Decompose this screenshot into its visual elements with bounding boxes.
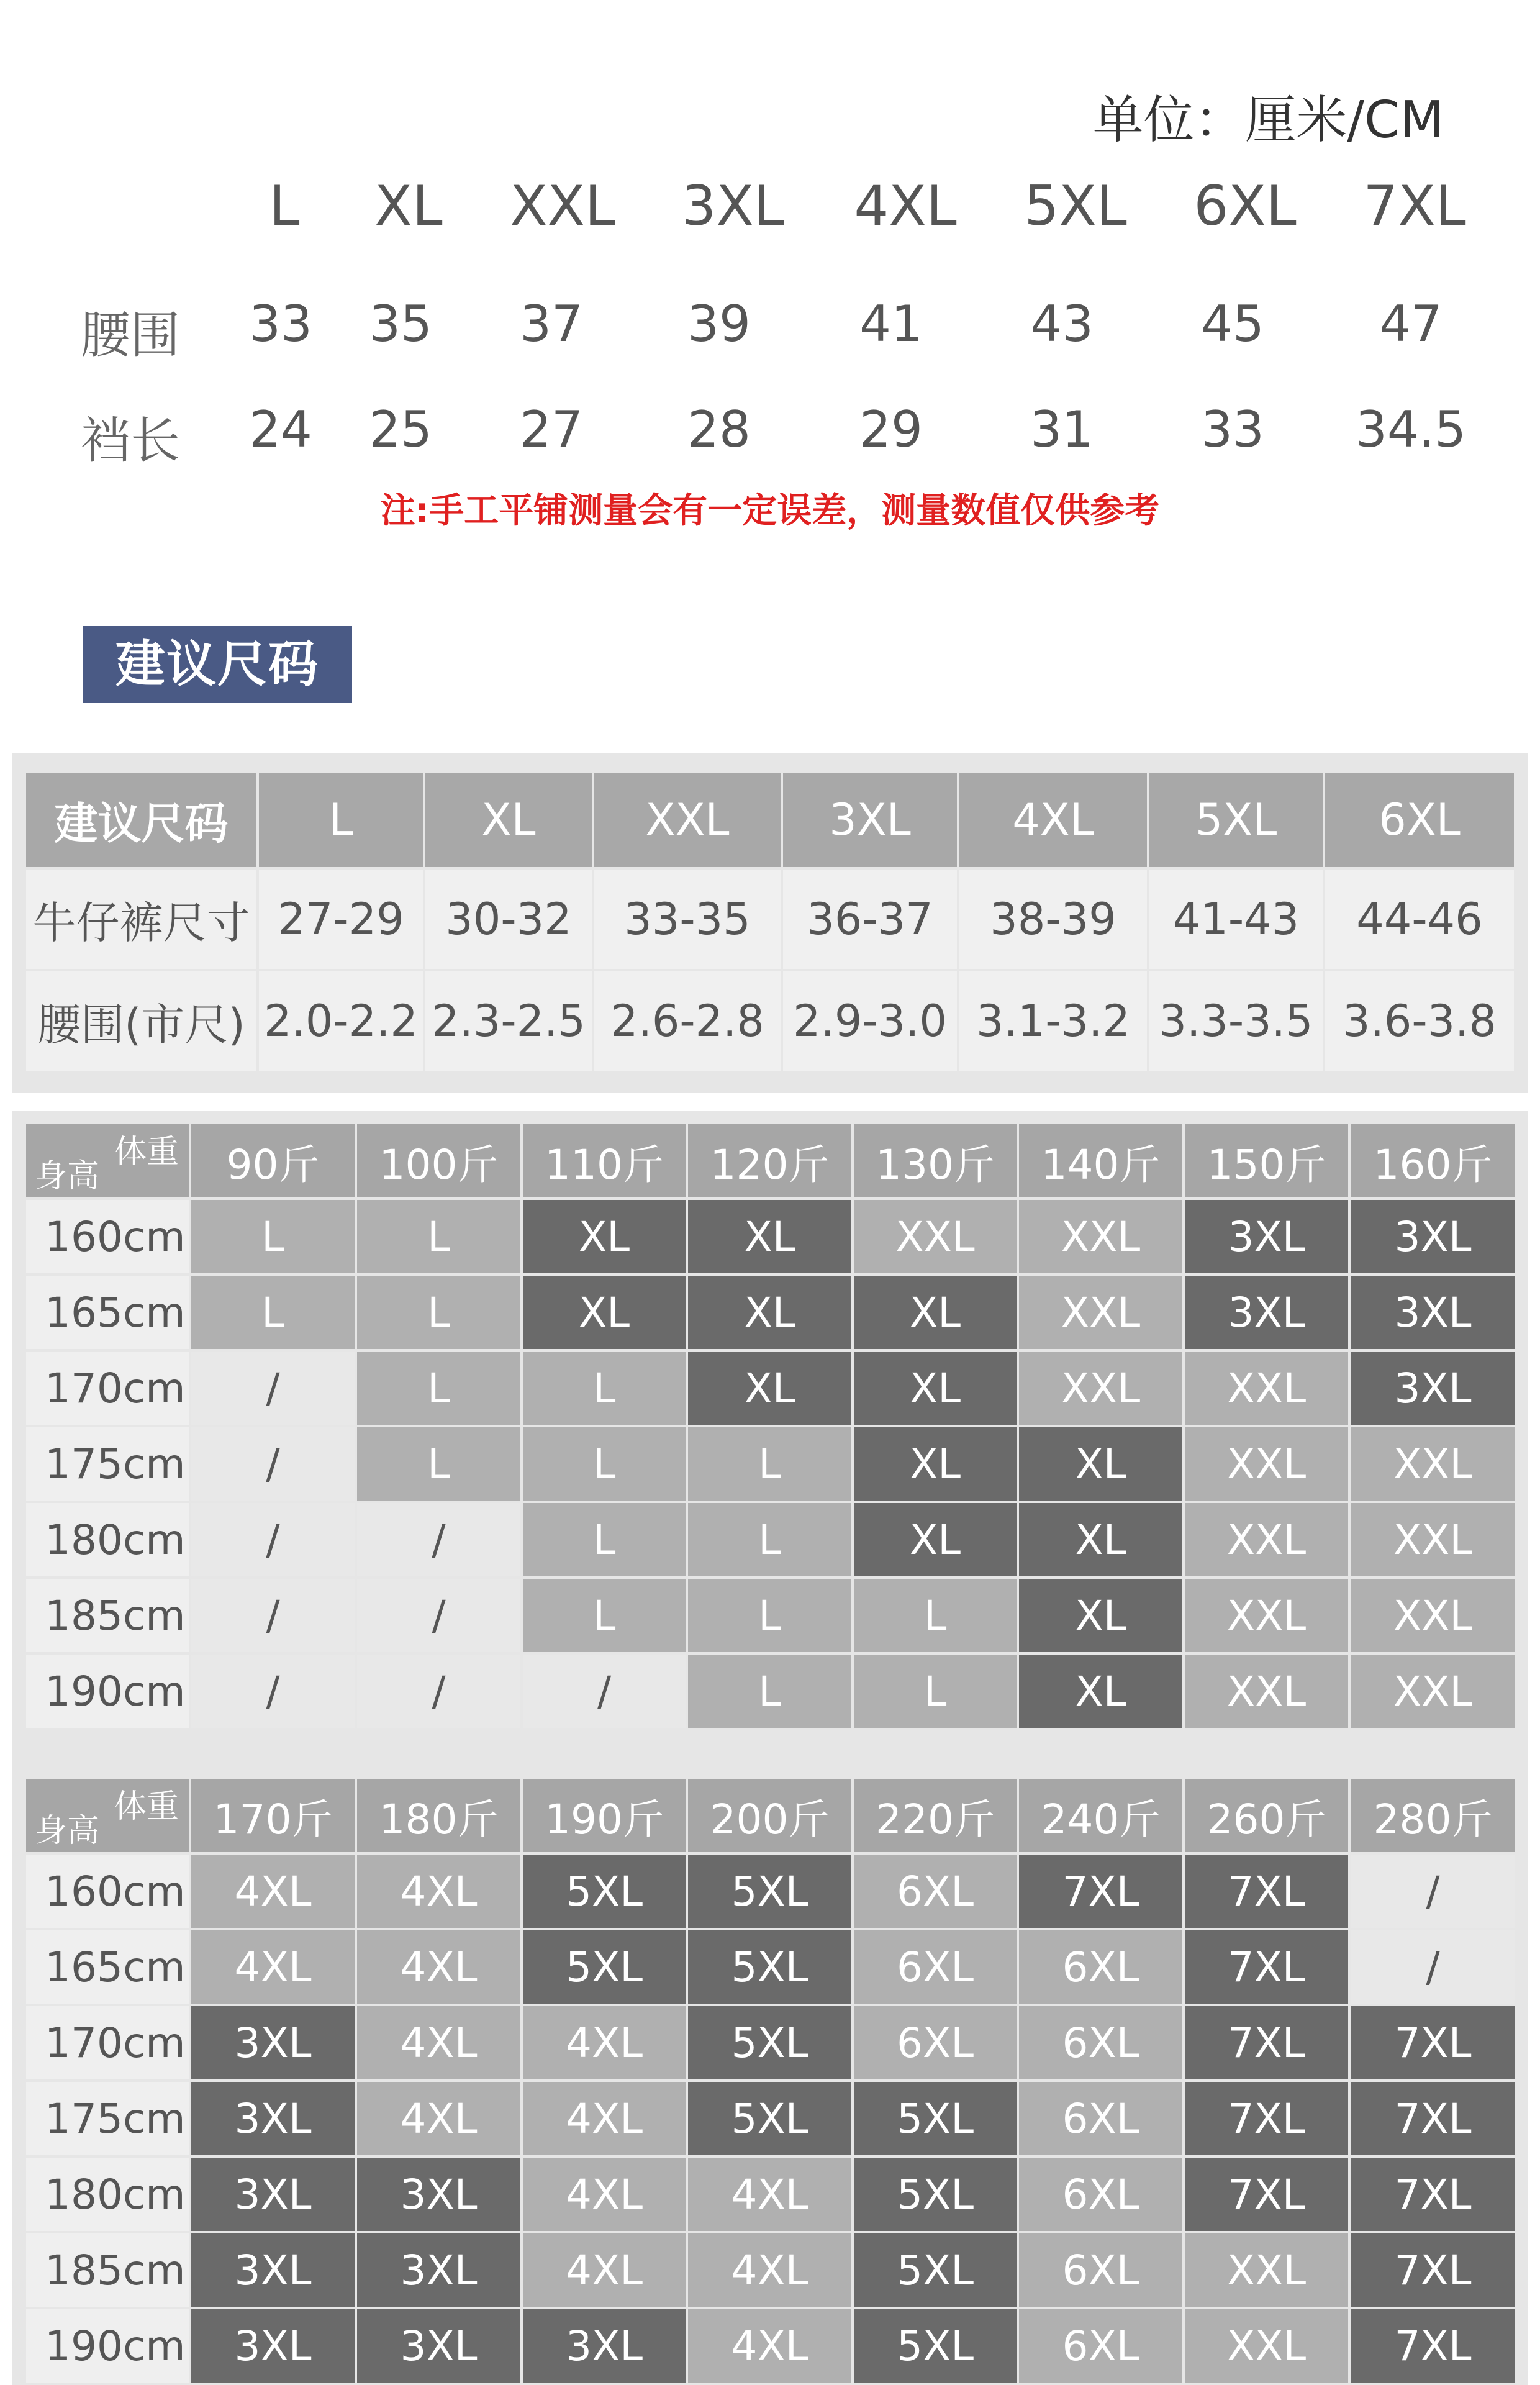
measure-size-header: XL bbox=[374, 174, 443, 238]
size-cell: 7XL bbox=[1349, 2156, 1516, 2232]
size-cell: / bbox=[522, 1653, 687, 1729]
size-cell: 3XL bbox=[190, 2308, 356, 2384]
recommend-cell: 41-43 bbox=[1148, 868, 1324, 970]
height-label: 190cm bbox=[25, 1653, 190, 1729]
recommend-cell: 33-35 bbox=[593, 868, 782, 970]
size-cell: XL bbox=[1018, 1653, 1184, 1729]
height-label: 165cm bbox=[25, 1929, 190, 2005]
size-cell: 5XL bbox=[687, 2081, 853, 2156]
size-cell: 5XL bbox=[522, 1929, 687, 2005]
corner-weight-label: 体重 bbox=[114, 1788, 179, 1825]
size-cell: 4XL bbox=[522, 2081, 687, 2156]
measure-value: 34.5 bbox=[1355, 401, 1467, 458]
size-cell: 5XL bbox=[853, 2232, 1018, 2308]
corner-height-label: 身高 bbox=[35, 1158, 100, 1195]
recommend-size-header: 3XL bbox=[782, 771, 958, 868]
size-cell: XXL bbox=[1184, 2308, 1349, 2384]
size-cell: L bbox=[356, 1199, 522, 1274]
size-cell: 6XL bbox=[1018, 2308, 1184, 2384]
weight-header: 140斤 bbox=[1018, 1123, 1184, 1199]
size-cell: XL bbox=[853, 1350, 1018, 1426]
weight-height-table-2 bbox=[24, 1776, 1518, 2385]
measure-value: 27 bbox=[520, 401, 583, 458]
measure-size-header: 4XL bbox=[854, 174, 957, 238]
size-cell: L bbox=[687, 1578, 853, 1653]
size-cell: 3XL bbox=[1349, 1350, 1516, 1426]
size-cell: 6XL bbox=[1018, 2081, 1184, 2156]
size-cell: XL bbox=[1018, 1426, 1184, 1502]
size-cell: 3XL bbox=[190, 2081, 356, 2156]
size-cell: XL bbox=[522, 1274, 687, 1350]
corner-header bbox=[25, 1123, 190, 1199]
size-cell: 5XL bbox=[687, 2005, 853, 2081]
size-cell: 4XL bbox=[356, 1853, 522, 1929]
size-cell: 7XL bbox=[1349, 2005, 1516, 2081]
size-cell: / bbox=[356, 1502, 522, 1578]
size-cell: 4XL bbox=[522, 2232, 687, 2308]
height-label: 185cm bbox=[25, 1578, 190, 1653]
measure-size-header: 3XL bbox=[681, 174, 784, 238]
recommend-cell: 30-32 bbox=[424, 868, 593, 970]
recommend-size-badge: 建议尺码 bbox=[83, 626, 352, 703]
size-cell: / bbox=[1349, 1853, 1516, 1929]
weight-header: 160斤 bbox=[1349, 1123, 1516, 1199]
recommend-cell: 2.6-2.8 bbox=[593, 970, 782, 1072]
measure-value: 28 bbox=[687, 401, 751, 458]
height-label: 160cm bbox=[25, 1199, 190, 1274]
size-cell: 4XL bbox=[522, 2156, 687, 2232]
size-cell: 3XL bbox=[356, 2156, 522, 2232]
recommend-cell: 3.1-3.2 bbox=[958, 970, 1148, 1072]
recommend-cell: 2.9-3.0 bbox=[782, 970, 958, 1072]
size-cell: L bbox=[190, 1274, 356, 1350]
recommend-cell: 2.3-2.5 bbox=[424, 970, 593, 1072]
measure-size-header: 5XL bbox=[1024, 174, 1127, 238]
size-cell: 3XL bbox=[190, 2232, 356, 2308]
measure-size-header: L bbox=[269, 174, 300, 238]
weight-height-table-1 bbox=[24, 1122, 1518, 1730]
size-cell: 7XL bbox=[1184, 2081, 1349, 2156]
size-cell: / bbox=[190, 1426, 356, 1502]
measure-value: 33 bbox=[249, 295, 312, 353]
size-cell: 4XL bbox=[687, 2156, 853, 2232]
unit-label: 单位：厘米/CM bbox=[1092, 91, 1444, 150]
size-cell: 7XL bbox=[1349, 2081, 1516, 2156]
size-cell: 6XL bbox=[1018, 2232, 1184, 2308]
weight-header: 240斤 bbox=[1018, 1778, 1184, 1853]
size-cell: 6XL bbox=[853, 1853, 1018, 1929]
weight-header: 180斤 bbox=[356, 1778, 522, 1853]
size-cell: L bbox=[356, 1426, 522, 1502]
recommend-cell: 2.0-2.2 bbox=[258, 970, 424, 1072]
size-cell: / bbox=[356, 1578, 522, 1653]
corner-height-label: 身高 bbox=[35, 1812, 100, 1850]
size-cell: / bbox=[190, 1350, 356, 1426]
size-cell: XXL bbox=[853, 1199, 1018, 1274]
size-cell: 3XL bbox=[1349, 1274, 1516, 1350]
corner-header bbox=[25, 1778, 190, 1853]
size-cell: 3XL bbox=[1349, 1199, 1516, 1274]
size-cell: XXL bbox=[1349, 1426, 1516, 1502]
measure-value: 41 bbox=[859, 295, 923, 353]
weight-header: 220斤 bbox=[853, 1778, 1018, 1853]
size-cell: XXL bbox=[1184, 1653, 1349, 1729]
size-cell: 4XL bbox=[356, 2005, 522, 2081]
size-cell: XXL bbox=[1184, 2232, 1349, 2308]
size-cell: 3XL bbox=[190, 2005, 356, 2081]
measure-value: 43 bbox=[1030, 295, 1094, 353]
size-cell: L bbox=[356, 1350, 522, 1426]
height-label: 175cm bbox=[25, 2081, 190, 2156]
size-cell: L bbox=[687, 1502, 853, 1578]
size-cell: / bbox=[190, 1502, 356, 1578]
weight-header: 260斤 bbox=[1184, 1778, 1349, 1853]
size-cell: XL bbox=[522, 1199, 687, 1274]
recommend-cell: 44-46 bbox=[1324, 868, 1515, 970]
height-label: 180cm bbox=[25, 1502, 190, 1578]
measure-size-header: 6XL bbox=[1194, 174, 1297, 238]
size-cell: XL bbox=[1018, 1502, 1184, 1578]
size-cell: 4XL bbox=[522, 2005, 687, 2081]
height-label: 160cm bbox=[25, 1853, 190, 1929]
size-cell: XXL bbox=[1349, 1502, 1516, 1578]
measure-value: 47 bbox=[1379, 295, 1443, 353]
size-cell: XXL bbox=[1349, 1653, 1516, 1729]
size-cell: 3XL bbox=[1184, 1274, 1349, 1350]
size-cell: XXL bbox=[1018, 1274, 1184, 1350]
measure-value: 39 bbox=[687, 295, 751, 353]
weight-header: 110斤 bbox=[522, 1123, 687, 1199]
recommend-cell: 3.6-3.8 bbox=[1324, 970, 1515, 1072]
size-cell: L bbox=[687, 1426, 853, 1502]
size-cell: 5XL bbox=[687, 1929, 853, 2005]
measure-value: 24 bbox=[249, 401, 312, 458]
size-cell: 6XL bbox=[853, 2005, 1018, 2081]
size-cell: 4XL bbox=[687, 2232, 853, 2308]
weight-header: 190斤 bbox=[522, 1778, 687, 1853]
corner-weight-label: 体重 bbox=[114, 1133, 179, 1171]
size-cell: XL bbox=[853, 1274, 1018, 1350]
size-cell: 5XL bbox=[687, 1853, 853, 1929]
measure-size-header: XXL bbox=[510, 174, 615, 238]
size-cell: 4XL bbox=[356, 2081, 522, 2156]
size-cell: 7XL bbox=[1184, 1853, 1349, 1929]
size-cell: L bbox=[522, 1502, 687, 1578]
recommend-cell: 3.3-3.5 bbox=[1148, 970, 1324, 1072]
size-cell: XXL bbox=[1184, 1502, 1349, 1578]
recommend-cell: 36-37 bbox=[782, 868, 958, 970]
size-cell: 4XL bbox=[190, 1853, 356, 1929]
size-cell: L bbox=[687, 1653, 853, 1729]
size-cell: 3XL bbox=[356, 2232, 522, 2308]
weight-header: 100斤 bbox=[356, 1123, 522, 1199]
size-cell: 4XL bbox=[356, 1929, 522, 2005]
recommend-cell: 27-29 bbox=[258, 868, 424, 970]
recommend-row-label: 牛仔裤尺寸 bbox=[25, 868, 258, 970]
size-cell: 5XL bbox=[853, 2308, 1018, 2384]
weight-header: 90斤 bbox=[190, 1123, 356, 1199]
measure-value: 31 bbox=[1030, 401, 1094, 458]
measure-value: 45 bbox=[1201, 295, 1264, 353]
size-cell: L bbox=[522, 1350, 687, 1426]
size-cell: XXL bbox=[1184, 1350, 1349, 1426]
measure-value: 25 bbox=[369, 401, 432, 458]
measure-value: 35 bbox=[369, 295, 432, 353]
size-cell: / bbox=[190, 1653, 356, 1729]
size-cell: L bbox=[853, 1578, 1018, 1653]
size-cell: / bbox=[1349, 1929, 1516, 2005]
size-cell: 6XL bbox=[1018, 1929, 1184, 2005]
height-label: 180cm bbox=[25, 2156, 190, 2232]
recommend-size-header: 5XL bbox=[1148, 771, 1324, 868]
recommend-size-header: XXL bbox=[593, 771, 782, 868]
size-cell: 6XL bbox=[1018, 2005, 1184, 2081]
recommend-row-label: 腰围(市尺) bbox=[25, 970, 258, 1072]
measure-row-label: 腰围 bbox=[81, 306, 180, 364]
recommend-cell: 38-39 bbox=[958, 868, 1148, 970]
measure-value: 33 bbox=[1201, 401, 1264, 458]
size-cell: L bbox=[190, 1199, 356, 1274]
height-label: 190cm bbox=[25, 2308, 190, 2384]
size-cell: XL bbox=[687, 1350, 853, 1426]
size-cell: 3XL bbox=[190, 2156, 356, 2232]
recommend-size-header: 4XL bbox=[958, 771, 1148, 868]
size-cell: / bbox=[190, 1578, 356, 1653]
size-cell: / bbox=[356, 1653, 522, 1729]
size-cell: XXL bbox=[1184, 1578, 1349, 1653]
height-label: 185cm bbox=[25, 2232, 190, 2308]
weight-header: 280斤 bbox=[1349, 1778, 1516, 1853]
size-cell: XXL bbox=[1018, 1199, 1184, 1274]
size-cell: L bbox=[853, 1653, 1018, 1729]
size-cell: L bbox=[356, 1274, 522, 1350]
measurement-note: 注:手工平铺测量会有一定误差，测量数值仅供参考 bbox=[380, 491, 1160, 531]
size-cell: XXL bbox=[1018, 1350, 1184, 1426]
size-cell: 5XL bbox=[853, 2081, 1018, 2156]
size-cell: 7XL bbox=[1018, 1853, 1184, 1929]
size-cell: XL bbox=[687, 1274, 853, 1350]
measure-row-label: 裆长 bbox=[81, 412, 180, 470]
size-cell: XL bbox=[687, 1199, 853, 1274]
size-cell: XL bbox=[853, 1426, 1018, 1502]
weight-header: 120斤 bbox=[687, 1123, 853, 1199]
size-cell: 7XL bbox=[1349, 2232, 1516, 2308]
weight-header: 170斤 bbox=[190, 1778, 356, 1853]
size-cell: XXL bbox=[1184, 1426, 1349, 1502]
size-cell: 4XL bbox=[687, 2308, 853, 2384]
height-label: 175cm bbox=[25, 1426, 190, 1502]
measure-value: 29 bbox=[859, 401, 923, 458]
recommend-size-table bbox=[24, 770, 1516, 1073]
size-cell: L bbox=[522, 1426, 687, 1502]
weight-header: 150斤 bbox=[1184, 1123, 1349, 1199]
recommend-size-header: 6XL bbox=[1324, 771, 1515, 868]
weight-header: 200斤 bbox=[687, 1778, 853, 1853]
height-label: 165cm bbox=[25, 1274, 190, 1350]
size-cell: XL bbox=[853, 1502, 1018, 1578]
size-cell: 3XL bbox=[522, 2308, 687, 2384]
weight-header: 130斤 bbox=[853, 1123, 1018, 1199]
size-cell: 6XL bbox=[853, 1929, 1018, 2005]
recommend-header-label: 建议尺码 bbox=[25, 771, 258, 868]
size-cell: XXL bbox=[1349, 1578, 1516, 1653]
size-cell: 7XL bbox=[1349, 2308, 1516, 2384]
size-cell: 6XL bbox=[1018, 2156, 1184, 2232]
measure-size-header: 7XL bbox=[1363, 174, 1466, 238]
size-cell: 3XL bbox=[356, 2308, 522, 2384]
size-cell: 7XL bbox=[1184, 2156, 1349, 2232]
size-cell: 3XL bbox=[1184, 1199, 1349, 1274]
recommend-size-header: L bbox=[258, 771, 424, 868]
size-cell: 4XL bbox=[190, 1929, 356, 2005]
size-cell: 5XL bbox=[853, 2156, 1018, 2232]
height-label: 170cm bbox=[25, 2005, 190, 2081]
measure-value: 37 bbox=[520, 295, 583, 353]
size-cell: 7XL bbox=[1184, 1929, 1349, 2005]
size-cell: L bbox=[522, 1578, 687, 1653]
size-cell: 5XL bbox=[522, 1853, 687, 1929]
recommend-size-header: XL bbox=[424, 771, 593, 868]
size-cell: XL bbox=[1018, 1578, 1184, 1653]
height-label: 170cm bbox=[25, 1350, 190, 1426]
size-cell: 7XL bbox=[1184, 2005, 1349, 2081]
